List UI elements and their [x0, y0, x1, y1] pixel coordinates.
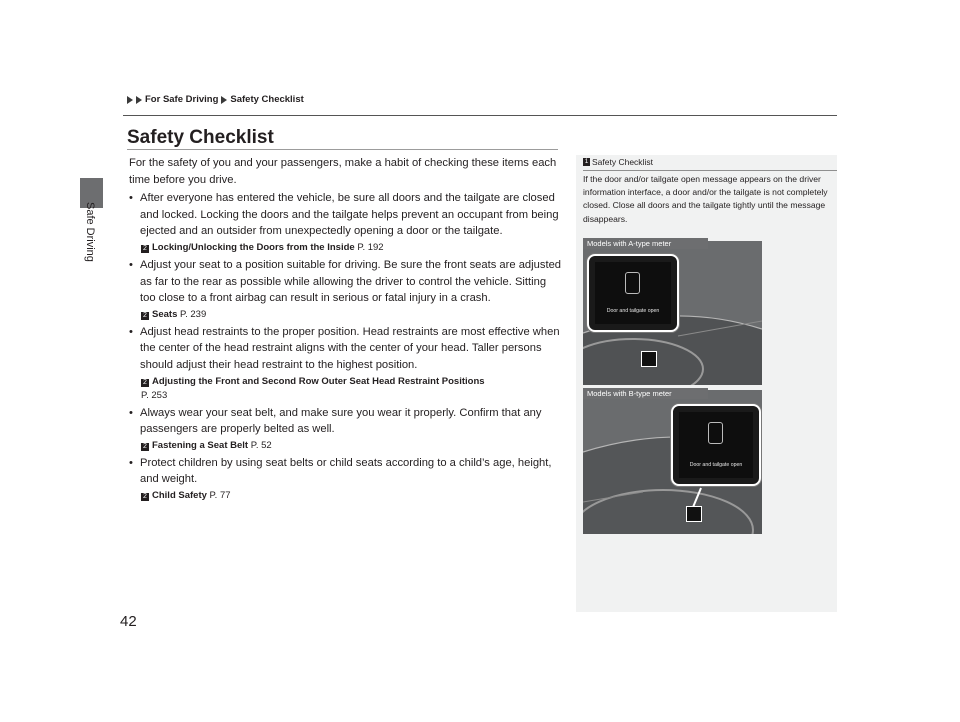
reference-arrow-icon: 2	[141, 443, 149, 451]
display-message: Door and tailgate open	[606, 308, 660, 314]
reference-page: P. 253	[141, 389, 168, 401]
cross-reference[interactable]	[141, 375, 561, 403]
car-doors-open-icon	[625, 272, 640, 294]
car-doors-open-icon	[708, 422, 723, 444]
cross-reference[interactable]	[141, 241, 561, 255]
page-title: Safety Checklist	[127, 127, 274, 148]
display-location-marker	[641, 351, 657, 367]
breadcrumb-level2[interactable]: Safety Checklist	[230, 94, 304, 105]
reference-arrow-icon: 2	[141, 379, 149, 387]
checklist-item: • Protect children by using seat belts or child seats according to a child’s age, height, and weight.	[129, 455, 561, 488]
meter-illustration-a	[583, 241, 762, 385]
checklist-item: • Always wear your seat belt, and make sure you wear it properly. Confirm that any passengers are properly belted as well.	[129, 405, 561, 438]
reference-arrow-icon: 2	[141, 493, 149, 501]
cross-reference[interactable]	[141, 489, 561, 503]
sidebar-text: If the door and/or tailgate open message appears on the driver information interface, a door and/or the tailgate is not completely closed. Close all doors and the tailgate tightly until the message disappears.	[583, 174, 828, 224]
reference-title[interactable]: Locking/Unlocking the Doors from the Inside	[152, 241, 355, 253]
header-rule	[123, 115, 837, 116]
breadcrumb	[127, 94, 304, 105]
reference-title[interactable]: Child Safety	[152, 489, 207, 501]
display-location-marker	[686, 506, 702, 522]
sidebar-heading-text: Safety Checklist	[592, 157, 653, 167]
reference-title[interactable]: Fastening a Seat Belt	[152, 439, 249, 451]
reference-arrow-icon: 2	[141, 245, 149, 253]
checklist-item: • Adjust head restraints to the proper position. Head restraints are most effective when the center of the head restraint aligns with the center of your head. Taller persons should adjust their head restraint to the highest position.	[129, 324, 561, 374]
sidebar-rule	[583, 170, 837, 171]
reference-title[interactable]: Adjusting the Front and Second Row Outer Seat Head Restraint Positions	[152, 375, 485, 387]
breadcrumb-level1[interactable]: For Safe Driving	[145, 94, 219, 105]
message-popup	[671, 404, 761, 486]
reference-title[interactable]: Seats	[152, 308, 178, 320]
meter-tag-a: Models with A-type meter	[583, 238, 708, 249]
breadcrumb-arrow-icon	[136, 96, 142, 104]
display-screen	[595, 262, 671, 324]
breadcrumb-arrow-icon	[221, 96, 227, 104]
cross-reference[interactable]	[141, 308, 561, 322]
checklist-item: • After everyone has entered the vehicle, be sure all doors and the tailgate are closed and locked. Locking the doors and the tailgate helps prevent an occupant from being ejected and an outsider from unexpectedly opening a door or the tailgate.	[129, 190, 561, 240]
reference-arrow-icon: 2	[141, 312, 149, 320]
checklist-item: • Adjust your seat to a position suitable for driving. Be sure the front seats are adjusted as far to the rear as possible while allowing the driver to control the vehicle. Sitting too close to a front airbag can result in serious or fatal injury in a crash.	[129, 257, 561, 307]
meter-tag-b: Models with B-type meter	[583, 388, 708, 399]
chapter-tab-label: Safe Driving	[84, 202, 96, 262]
reference-page: P. 239	[180, 308, 207, 320]
reference-page: P. 52	[250, 439, 272, 451]
display-screen	[679, 412, 753, 478]
sidebar-heading	[583, 157, 653, 167]
page-number: 42	[120, 613, 137, 630]
meter-illustration-b	[583, 390, 762, 534]
main-content	[129, 155, 561, 505]
title-rule	[127, 149, 558, 150]
reference-page: P. 77	[209, 489, 231, 501]
reference-page: P. 192	[357, 241, 384, 253]
note-number-icon: 1	[584, 158, 589, 165]
intro-paragraph: For the safety of you and your passengers, make a habit of checking these items each time before you drive.	[129, 157, 557, 186]
message-popup	[587, 254, 679, 332]
cross-reference[interactable]	[141, 439, 561, 453]
breadcrumb-arrow-icon	[127, 96, 133, 104]
display-message: Door and tailgate open	[689, 462, 743, 468]
